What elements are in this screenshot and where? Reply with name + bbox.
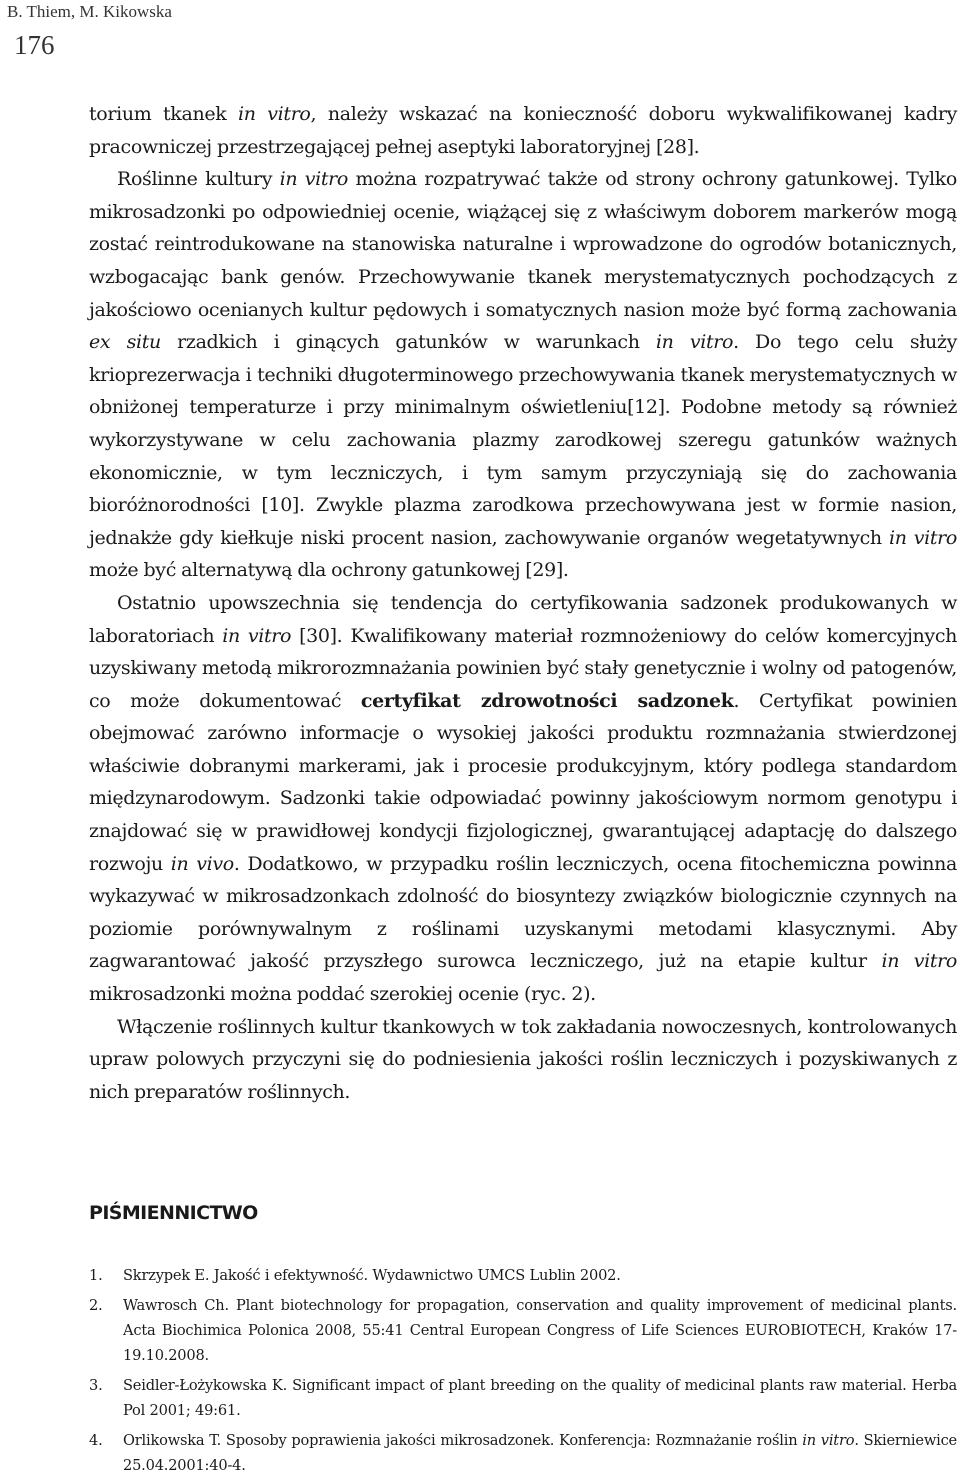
references-heading: PIŚMIENNICTWO bbox=[89, 1202, 258, 1224]
reference-text: Wawrosch Ch. Plant biotechnology for propagation, conservation and quality improvement of medicinal plants. Acta Biochimica Polonica 2008, 55:41 Central European Congress of Life Sciences EUROBIOTECH, Kraków 17-19.10.2008. bbox=[123, 1297, 957, 1364]
reference-list bbox=[89, 1263, 957, 1483]
reference-text: Skrzypek E. Jakość i efektywność. Wydawnictwo UMCS Lublin 2002. bbox=[123, 1267, 621, 1284]
article-body bbox=[89, 98, 957, 1108]
paragraph-2: Roślinne kultury in vitro można rozpatrywać także od strony ochrony gatunkowej. Tylko mikrosadzonki po odpowiedniej ocenie, wiążącej się z właściwym doborem markerów mogą zostać reintrodukowane na stanowiska naturalne i wprowadzone do ogrodów botanicznych, wzbogacając bank genów. Przechowywanie tkanek merystematycznych pochodzących z jakościowo ocenianych kultur pędowych i somatycznych nasion może być formą zachowania ex situ rzadkich i ginących gatunków w warunkach in vitro. Do tego celu służy krioprezerwacja i techniki długoterminowego przechowywania tkanek merystematycznych w obniżonej temperaturze i przy minimalnym oświetleniu[12]. Podobne metody są również wykorzystywane w celu zachowania plazmy zarodkowej szeregu gatunków ważnych ekonomicznie, w tym leczniczych, i tym samym przyczyniają się do zachowania bioróżnorodności [10]. Zwykle plazma zarodkowa przechowywana jest w formie nasion, jednakże gdy kiełkuje niski procent nasion, zachowywanie organów wegetatywnych in vitro może być alternatywą dla ochrony gatunkowej [29]. bbox=[89, 168, 957, 582]
reference-item bbox=[89, 1263, 957, 1288]
reference-number: 3. bbox=[89, 1377, 103, 1394]
paragraph-3: Ostatnio upowszechnia się tendencja do certyfikowania sadzonek produkowanych w laboratoriach in vitro [30]. Kwalifikowany materiał rozmnożeniowy do celów komercyjnych uzyskiwany metodą mikrorozmnażania powinien być stały genetycznie i wolny od patogenów, co może dokumentować certyfikat zdrowotności sadzonek. Certyfikat powinien obejmować zarówno informacje o wysokiej jakości produktu rozmnażania stwierdzonej właściwie dobranymi markerami, jak i procesie produkcyjnym, który podlega standardom międzynarodowym. Sadzonki takie odpowiadać powinny jakościowym normom genotypu i znajdować się w prawidłowej kondycji fizjologicznej, gwarantującej adaptację do dalszego rozwoju in vivo. Dodatkowo, w przypadku roślin leczniczych, ocena fitochemiczna powinna wykazywać w mikrosadzonkach zdolność do biosyntezy związków biologicznie czynnych na poziomie porównywalnym z roślinami uzyskanymi metodami klasycznymi. Aby zagwarantować jakość przyszłego surowca leczniczego, już na etapie kultur in vitro mikrosadzonki można poddać szerokiej ocenie (ryc. 2). bbox=[89, 591, 957, 1006]
reference-text: Seidler-Łożykowska K. Significant impact of plant breeding on the quality of medicinal plants raw material. Herba Pol 2001; 49:61. bbox=[123, 1377, 957, 1419]
reference-item bbox=[89, 1293, 957, 1368]
reference-number: 2. bbox=[89, 1297, 103, 1314]
reference-item bbox=[89, 1373, 957, 1423]
reference-number: 4. bbox=[89, 1432, 103, 1449]
reference-text: Orlikowska T. Sposoby poprawienia jakości mikrosadzonek. Konferencja: Rozmnażanie roślin in vitro. Skierniewice 25.04.2001:40-4. bbox=[123, 1432, 957, 1474]
page-number: 176 bbox=[14, 30, 55, 60]
reference-item bbox=[89, 1428, 957, 1478]
paragraph-4: Włączenie roślinnych kultur tkankowych w tok zakładania nowoczesnych, kontrolowanych upraw polowych przyczyni się do podniesienia jakości roślin leczniczych i pozyskiwanych z nich preparatów roślinnych. bbox=[89, 1015, 957, 1103]
running-head: B. Thiem, M. Kikowska bbox=[7, 2, 172, 21]
reference-number: 1. bbox=[89, 1267, 103, 1284]
paragraph-1: torium tkanek in vitro, należy wskazać na konieczność doboru wykwalifikowanej kadry pracowniczej przestrzegającej pełnej aseptyki laboratoryjnej [28]. bbox=[89, 103, 958, 158]
